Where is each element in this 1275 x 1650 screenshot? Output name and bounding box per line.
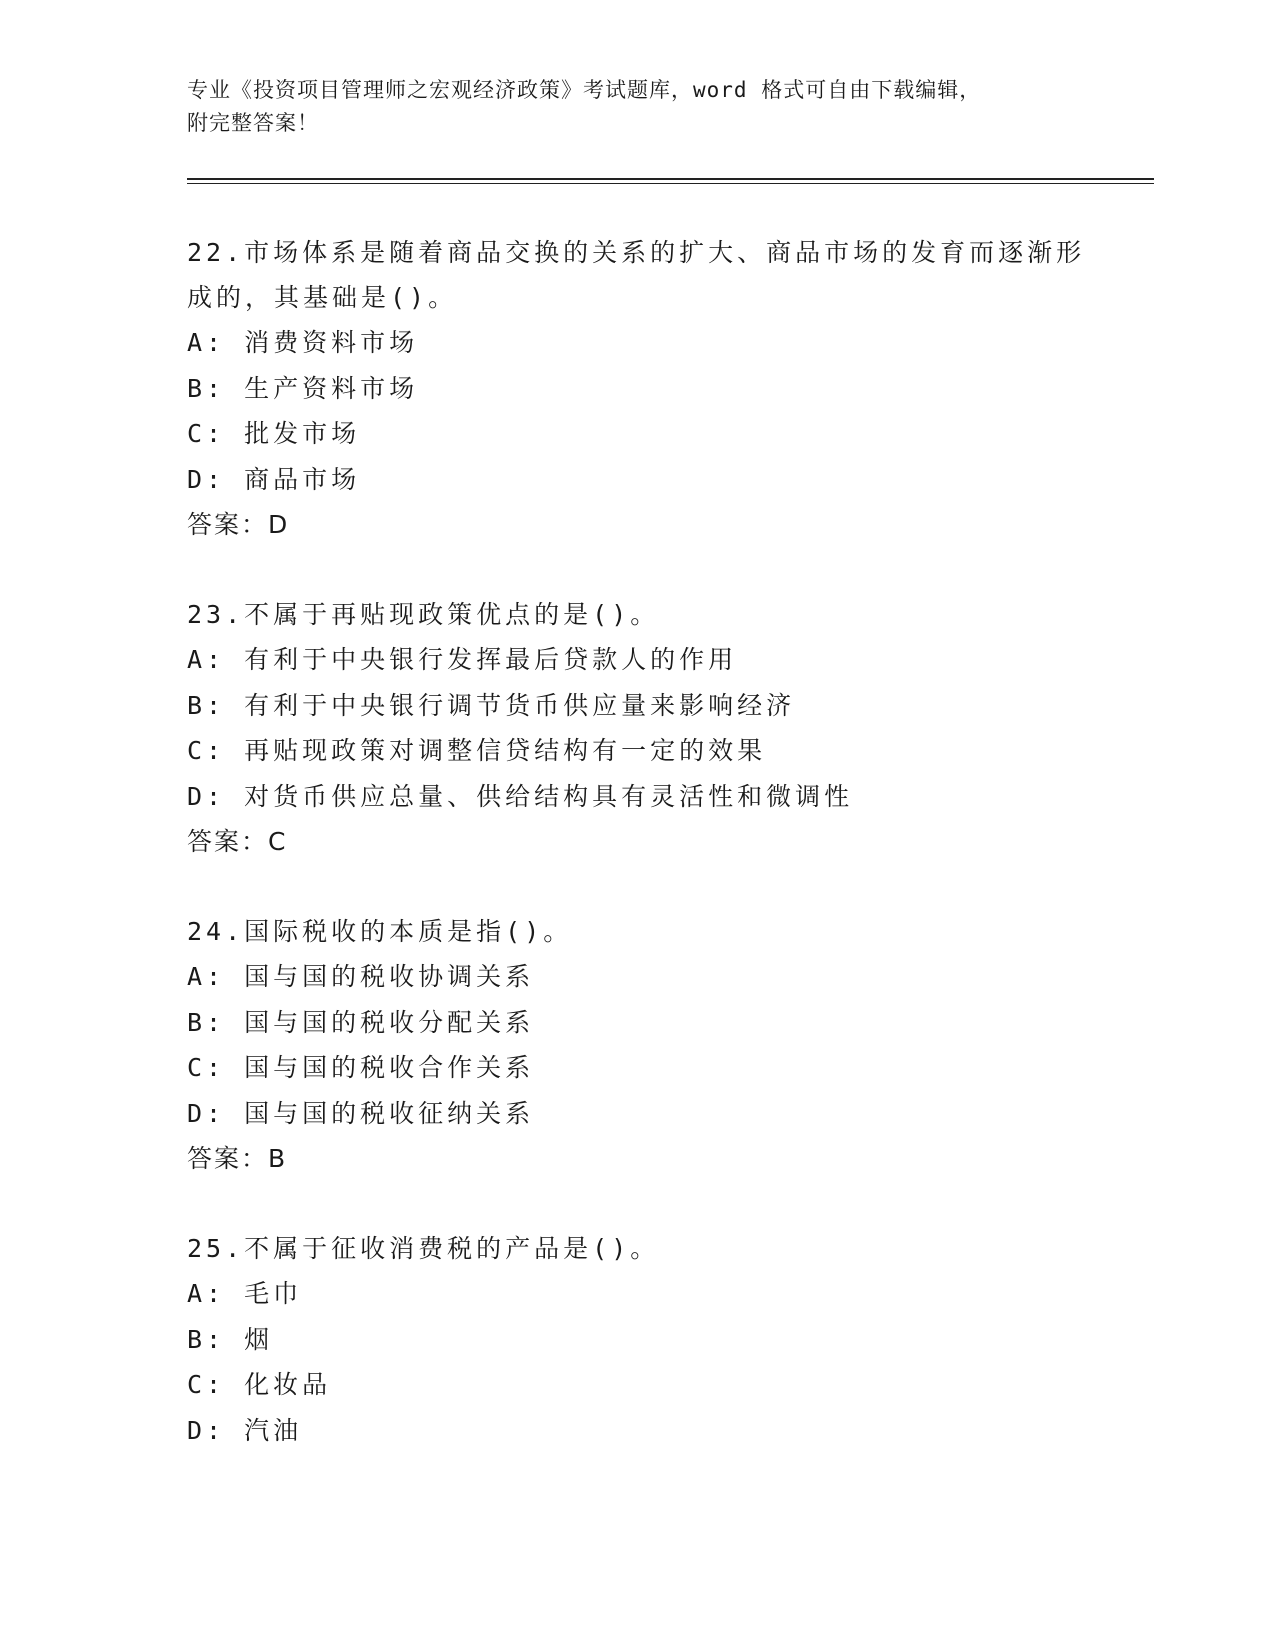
option-c: C: 批发市场 (187, 419, 361, 448)
question-24 (187, 909, 1087, 1181)
option-a: A: 国与国的税收协调关系 (187, 962, 535, 991)
header-line-2: 附完整答案！ (187, 111, 319, 135)
option-b: B: 烟 (187, 1324, 274, 1354)
option-d: D: 商品市场 (187, 464, 361, 494)
option-a: A: 有利于中央银行发挥最后贷款人的作用 (187, 645, 738, 674)
option-b: B: 国与国的税收分配关系 (187, 1007, 535, 1037)
question-title-line: 22.市场体系是随着商品交换的关系的扩大、商品市场的发育而逐渐形 (187, 238, 1086, 267)
option-d: D: 汽油 (187, 1415, 303, 1445)
question-22 (187, 230, 1087, 547)
option-c: C: 化妆品 (187, 1370, 332, 1399)
document-header (187, 74, 1067, 140)
header-divider (187, 178, 1154, 180)
question-list (187, 230, 1087, 1498)
answer: 答案：C (187, 827, 288, 856)
question-title (187, 230, 1087, 320)
option-c: C: 国与国的税收合作关系 (187, 1053, 535, 1082)
option-a: A: 毛巾 (187, 1279, 303, 1308)
answer: 答案：B (187, 1144, 288, 1173)
option-c: C: 再贴现政策对调整信贷结构有一定的效果 (187, 736, 767, 765)
question-23 (187, 592, 1087, 864)
option-d: D: 对货币供应总量、供给结构具有灵活性和微调性 (187, 781, 854, 811)
option-b: B: 有利于中央银行调节货币供应量来影响经济 (187, 690, 796, 720)
option-d: D: 国与国的税收征纳关系 (187, 1098, 535, 1128)
header-line-1: 专业《投资项目管理师之宏观经济政策》考试题库，word 格式可自由下载编辑， (187, 78, 982, 102)
answer: 答案：D (187, 510, 290, 539)
option-b: B: 生产资料市场 (187, 373, 419, 403)
option-a: A: 消费资料市场 (187, 328, 419, 357)
question-title: 25.不属于征收消费税的产品是()。 (187, 1234, 660, 1263)
question-title-line: 成的，其基础是()。 (187, 283, 458, 312)
question-25 (187, 1226, 1087, 1453)
question-title: 23.不属于再贴现政策优点的是()。 (187, 600, 660, 629)
question-title: 24.国际税收的本质是指()。 (187, 917, 573, 946)
header-divider-thin (187, 183, 1154, 184)
